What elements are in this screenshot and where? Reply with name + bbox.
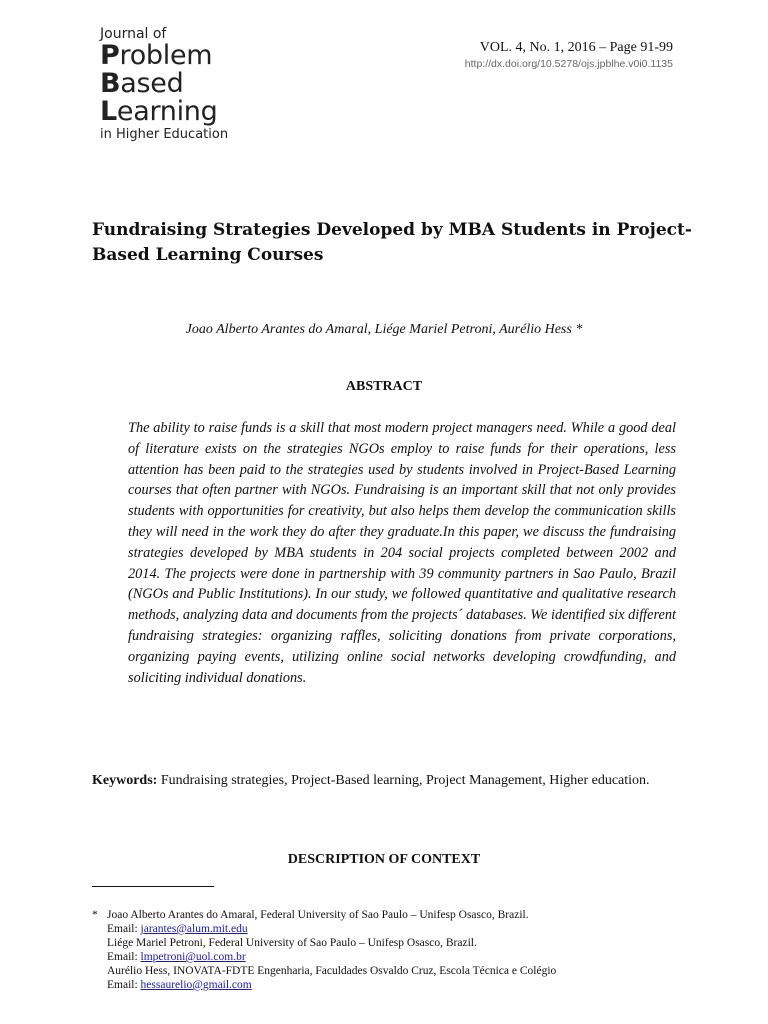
journal-logo	[100, 26, 228, 142]
footnote-email2-line: Email: lmpetroni@uol.com.br	[107, 951, 246, 963]
footnote	[92, 908, 692, 992]
footnote-email3-line: Email: hessaurelio@gmail.com	[107, 979, 252, 991]
abstract-text: The ability to raise funds is a skill that most modern project managers need. While a good deal of literature exists on the strategies NGOs employ to raise funds for their operations, less attention has been paid to the strategies used by students involved in Project-Based Learning courses that often partner with NGOs. Fundraising is an important skill that not only provides students with opportunities for creativity, but also helps them develop the communication skills they will need in the work they do after they graduate.In this paper, we discuss the fundraising strategies developed by MBA students in 204 social projects completed between 2002 and 2014. The projects were done in partnership with 39 community partners in Sao Paulo, Brazil (NGOs and Public Institutions). In our study, we followed quantitative and qualitative research methods, analyzing data and documents from the projects´ databases. We identified six different fundraising strategies: organizing raffles, soliciting donations from private corporations, organizing paying events, utilizing online social networks developing crowdfunding, and soliciting individual donations.	[128, 420, 676, 686]
journal-logo-line4: Learning	[100, 96, 218, 127]
email-link-1[interactable]: jarantes@alum.mit.edu	[140, 923, 248, 935]
journal-logo-line3: Based	[100, 68, 184, 99]
article-title: Fundraising Strategies Developed by MBA Students in Project-Based Learning Courses	[92, 220, 692, 265]
issue-meta	[465, 40, 673, 70]
footnote-rule	[92, 886, 214, 887]
footnote-author1: Joao Alberto Arantes do Amaral, Federal University of Sao Paulo – Unifesp Osasco, Brazil.	[107, 909, 529, 921]
keywords-label: Keywords:	[92, 773, 158, 788]
abstract-heading: ABSTRACT	[345, 379, 423, 394]
article-authors: Joao Alberto Arantes do Amaral, Liége Mariel Petroni, Aurélio Hess *	[185, 322, 583, 337]
journal-logo-line5: in Higher Education	[100, 127, 229, 142]
journal-logo-line1: Journal of	[100, 26, 167, 42]
footnote-email1-line: Email: jarantes@alum.mit.edu	[107, 923, 248, 935]
volume-info: VOL. 4, No. 1, 2016 – Page 91-99	[479, 40, 673, 55]
keywords	[92, 773, 692, 789]
email-link-2[interactable]: lmpetroni@uol.com.br	[140, 951, 246, 963]
journal-logo-line2: Problem	[100, 40, 213, 71]
footnote-author3: Aurélio Hess, INOVATA-FDTE Engenharia, Faculdades Osvaldo Cruz, Escola Técnica e Colégio	[107, 965, 557, 977]
footnote-mark: *	[92, 909, 98, 921]
doi-link[interactable]: http://dx.doi.org/10.5278/ojs.jpblhe.v0i0.1135	[464, 58, 673, 70]
footnote-author2: Liége Mariel Petroni, Federal University of Sao Paulo – Unifesp Osasco, Brazil.	[107, 937, 477, 949]
section-heading: DESCRIPTION OF CONTEXT	[287, 852, 481, 867]
keywords-text: Fundraising strategies, Project-Based learning, Project Management, Higher education.	[160, 773, 650, 788]
email-link-3[interactable]: hessaurelio@gmail.com	[140, 979, 252, 991]
